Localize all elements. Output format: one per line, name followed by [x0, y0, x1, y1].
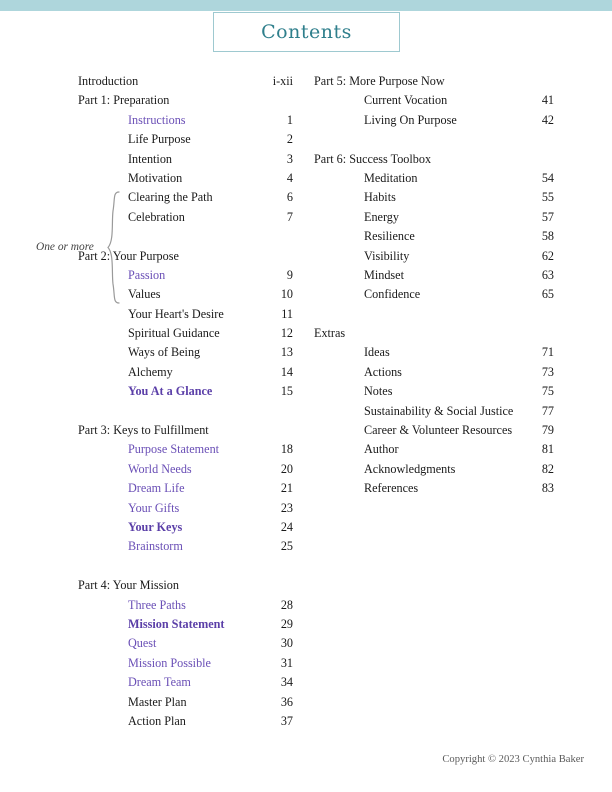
toc-entry-label: Life Purpose [128, 132, 191, 147]
toc-entry-row[interactable] [78, 634, 293, 653]
toc-entry-label: Dream Life [128, 481, 185, 496]
toc-page-number: i-xii [272, 74, 293, 88]
toc-page-number: 71 [541, 345, 554, 360]
toc-entry-label: You At a Glance [128, 384, 213, 399]
toc-page-number: 7 [286, 209, 293, 224]
toc-section-label: Part 1: Preparation [78, 93, 170, 108]
toc-page-number: 13 [280, 345, 293, 360]
toc-page-number: 21 [280, 481, 293, 496]
toc-entry-label: World Needs [128, 461, 192, 476]
toc-entry-row[interactable] [78, 324, 293, 343]
toc-entry-label: Alchemy [128, 364, 173, 379]
toc-entry-row[interactable] [78, 266, 293, 285]
toc-entry-row[interactable] [78, 130, 293, 149]
toc-entry-row[interactable] [78, 363, 293, 382]
toc-page-number: 34 [280, 675, 293, 690]
toc-entry-label: Quest [128, 636, 157, 651]
toc-spacer [78, 402, 293, 421]
toc-entry-row[interactable] [314, 111, 554, 130]
toc-page-number: 29 [280, 616, 293, 631]
toc-entry-label: Current Vocation [364, 93, 448, 108]
toc-entry-label: Mission Possible [128, 655, 211, 670]
page-title: Contents [261, 21, 352, 43]
toc-entry-row[interactable] [78, 654, 293, 673]
toc-entry-label: Ways of Being [128, 345, 201, 360]
toc-entry-label: Passion [128, 267, 166, 282]
toc-entry-label: Action Plan [128, 713, 186, 728]
toc-entry-label: Intention [128, 151, 173, 166]
toc-entry-label: Ideas [364, 345, 390, 360]
toc-page-number: 58 [541, 229, 554, 244]
toc-page-number: 83 [541, 481, 554, 496]
toc-entry-row[interactable] [78, 596, 293, 615]
toc-spacer [78, 227, 293, 246]
toc-entry-row[interactable] [78, 382, 293, 401]
toc-entry-label: References [364, 481, 419, 496]
toc-entry-row[interactable] [314, 440, 554, 459]
toc-entry-label: Energy [364, 209, 399, 224]
toc-entry-label: Career & Volunteer Resources [364, 423, 513, 438]
toc-entry-label: Instructions [128, 112, 186, 127]
toc-entry-label: Purpose Statement [128, 442, 220, 457]
toc-entry-row[interactable] [314, 266, 554, 285]
toc-entry-row[interactable] [78, 305, 293, 324]
toc-page-number: 9 [286, 267, 293, 282]
toc-entry-label: Celebration [128, 209, 185, 224]
toc-entry-row[interactable] [314, 421, 554, 440]
toc-page-number: 75 [541, 384, 554, 399]
toc-entry-row[interactable] [314, 460, 554, 479]
toc-entry-row[interactable] [314, 402, 554, 421]
toc-section-label: Introduction [78, 74, 139, 88]
toc-entry-row[interactable] [78, 111, 293, 130]
toc-entry-row[interactable] [78, 712, 293, 731]
toc-entry-row[interactable] [78, 518, 293, 537]
toc-page-number: 65 [541, 287, 554, 302]
toc-entry-label: Mindset [364, 267, 404, 282]
toc-entry-row[interactable] [78, 169, 293, 188]
toc-entry-label: Habits [364, 190, 396, 205]
toc-page-number: 18 [280, 442, 293, 457]
toc-entry-row[interactable] [314, 91, 554, 110]
toc-page-number: 62 [541, 248, 554, 263]
toc-entry-label: Dream Team [128, 675, 191, 690]
toc-entry-label: Resilience [364, 229, 415, 244]
toc-entry-label: Meditation [364, 170, 418, 185]
toc-page-number: 73 [541, 364, 554, 379]
toc-entry-row[interactable] [314, 285, 554, 304]
toc-entry-row[interactable] [314, 479, 554, 498]
toc-page-number: 1 [286, 112, 293, 127]
toc-entry-label: Actions [364, 364, 402, 379]
toc-entry-label: Brainstorm [128, 539, 183, 554]
toc-section-row[interactable] [78, 91, 293, 110]
toc-page-number: 6 [286, 190, 293, 205]
toc-section-row[interactable] [78, 247, 293, 266]
toc-page-number: 55 [541, 190, 554, 205]
toc-entry-row[interactable] [314, 247, 554, 266]
toc-entry-row[interactable] [78, 673, 293, 692]
toc-page-number: 28 [280, 597, 293, 612]
toc-entry-label: Three Paths [128, 597, 186, 612]
toc-entry-row[interactable] [78, 479, 293, 498]
toc-entry-label: Values [128, 287, 161, 302]
toc-page-number: 11 [281, 306, 293, 321]
toc-page-number: 3 [286, 151, 293, 166]
toc-section-label: Part 4: Your Mission [78, 578, 179, 593]
toc-section-row[interactable] [314, 324, 554, 343]
toc-entry-label: Author [364, 442, 399, 457]
toc-page-number: 15 [280, 384, 293, 399]
toc-section-row[interactable] [78, 72, 293, 91]
toc-entry-row[interactable] [314, 343, 554, 362]
toc-spacer [78, 557, 293, 576]
toc-left-column [78, 72, 293, 731]
toc-entry-label: Your Gifts [128, 500, 180, 515]
toc-entry-row[interactable] [314, 382, 554, 401]
toc-page-number: 79 [541, 423, 554, 438]
toc-page-number: 63 [541, 267, 554, 282]
toc-page-number: 54 [541, 170, 554, 185]
toc-entry-row[interactable] [78, 615, 293, 634]
toc-entry-label: Living On Purpose [364, 112, 457, 127]
toc-entry-label: Clearing the Path [128, 190, 213, 205]
toc-page-number: 25 [280, 539, 293, 554]
toc-page-number: 4 [286, 170, 293, 185]
toc-section-row[interactable] [314, 150, 554, 169]
toc-entry-row[interactable] [78, 440, 293, 459]
toc-section-row[interactable] [314, 72, 554, 91]
toc-section-label: Part 3: Keys to Fulfillment [78, 423, 209, 438]
brace-label: One or more [36, 241, 94, 253]
toc-page-number: 31 [280, 655, 293, 670]
toc-entry-label: Master Plan [128, 694, 187, 709]
toc-spacer [314, 130, 554, 149]
toc-entry-label: Motivation [128, 170, 183, 185]
toc-page-number: 41 [541, 93, 554, 108]
toc-section-row[interactable] [78, 421, 293, 440]
toc-entry-row[interactable] [314, 227, 554, 246]
toc-section-label: Part 5: More Purpose Now [314, 74, 445, 88]
toc-page-number: 37 [280, 713, 293, 728]
toc-page-number: 81 [541, 442, 554, 457]
toc-page-number: 20 [280, 461, 293, 476]
contents-title-box [213, 12, 400, 52]
top-accent-band [0, 0, 612, 11]
toc-entry-row[interactable] [78, 285, 293, 304]
toc-entry-row[interactable] [78, 693, 293, 712]
toc-entry-row[interactable] [314, 188, 554, 207]
toc-entry-row[interactable] [78, 208, 293, 227]
toc-entry-label: Confidence [364, 287, 421, 302]
toc-entry-row[interactable] [78, 537, 293, 556]
toc-entry-row[interactable] [78, 460, 293, 479]
toc-entry-row[interactable] [314, 363, 554, 382]
toc-entry-label: Mission Statement [128, 616, 225, 631]
toc-entry-row[interactable] [78, 188, 293, 207]
toc-page-number: 82 [541, 461, 554, 476]
copyright-footer: Copyright © 2023 Cynthia Baker [442, 754, 584, 765]
toc-page-number: 30 [280, 636, 293, 651]
toc-page-number: 42 [541, 112, 554, 127]
toc-page-number: 23 [280, 500, 293, 515]
toc-section-label: Extras [314, 326, 346, 341]
toc-entry-label: Sustainability & Social Justice [364, 403, 514, 418]
toc-entry-label: Notes [364, 384, 393, 399]
toc-entry-label: Your Keys [128, 519, 183, 534]
toc-entry-label: Spiritual Guidance [128, 326, 220, 341]
toc-page-number: 14 [280, 364, 293, 379]
toc-page-number: 10 [280, 287, 293, 302]
toc-page-number: 57 [541, 209, 554, 224]
toc-page-number: 36 [280, 694, 293, 709]
toc-page-number: 77 [541, 403, 554, 418]
toc-section-row[interactable] [78, 576, 293, 595]
toc-section-label: Part 2: Your Purpose [78, 248, 179, 263]
toc-entry-row[interactable] [78, 499, 293, 518]
toc-right-column [314, 72, 554, 499]
toc-entry-label: Visibility [364, 248, 410, 263]
toc-entry-row[interactable] [78, 343, 293, 362]
toc-entry-label: Acknowledgments [364, 461, 456, 476]
toc-page-number: 12 [280, 326, 293, 341]
toc-spacer [314, 305, 554, 324]
toc-page-number: 24 [280, 519, 293, 534]
toc-entry-row[interactable] [78, 150, 293, 169]
toc-entry-row[interactable] [314, 169, 554, 188]
toc-page-number: 2 [286, 132, 293, 147]
toc-entry-label: Your Heart's Desire [128, 306, 224, 321]
toc-entry-row[interactable] [314, 208, 554, 227]
toc-section-label: Part 6: Success Toolbox [314, 151, 432, 166]
